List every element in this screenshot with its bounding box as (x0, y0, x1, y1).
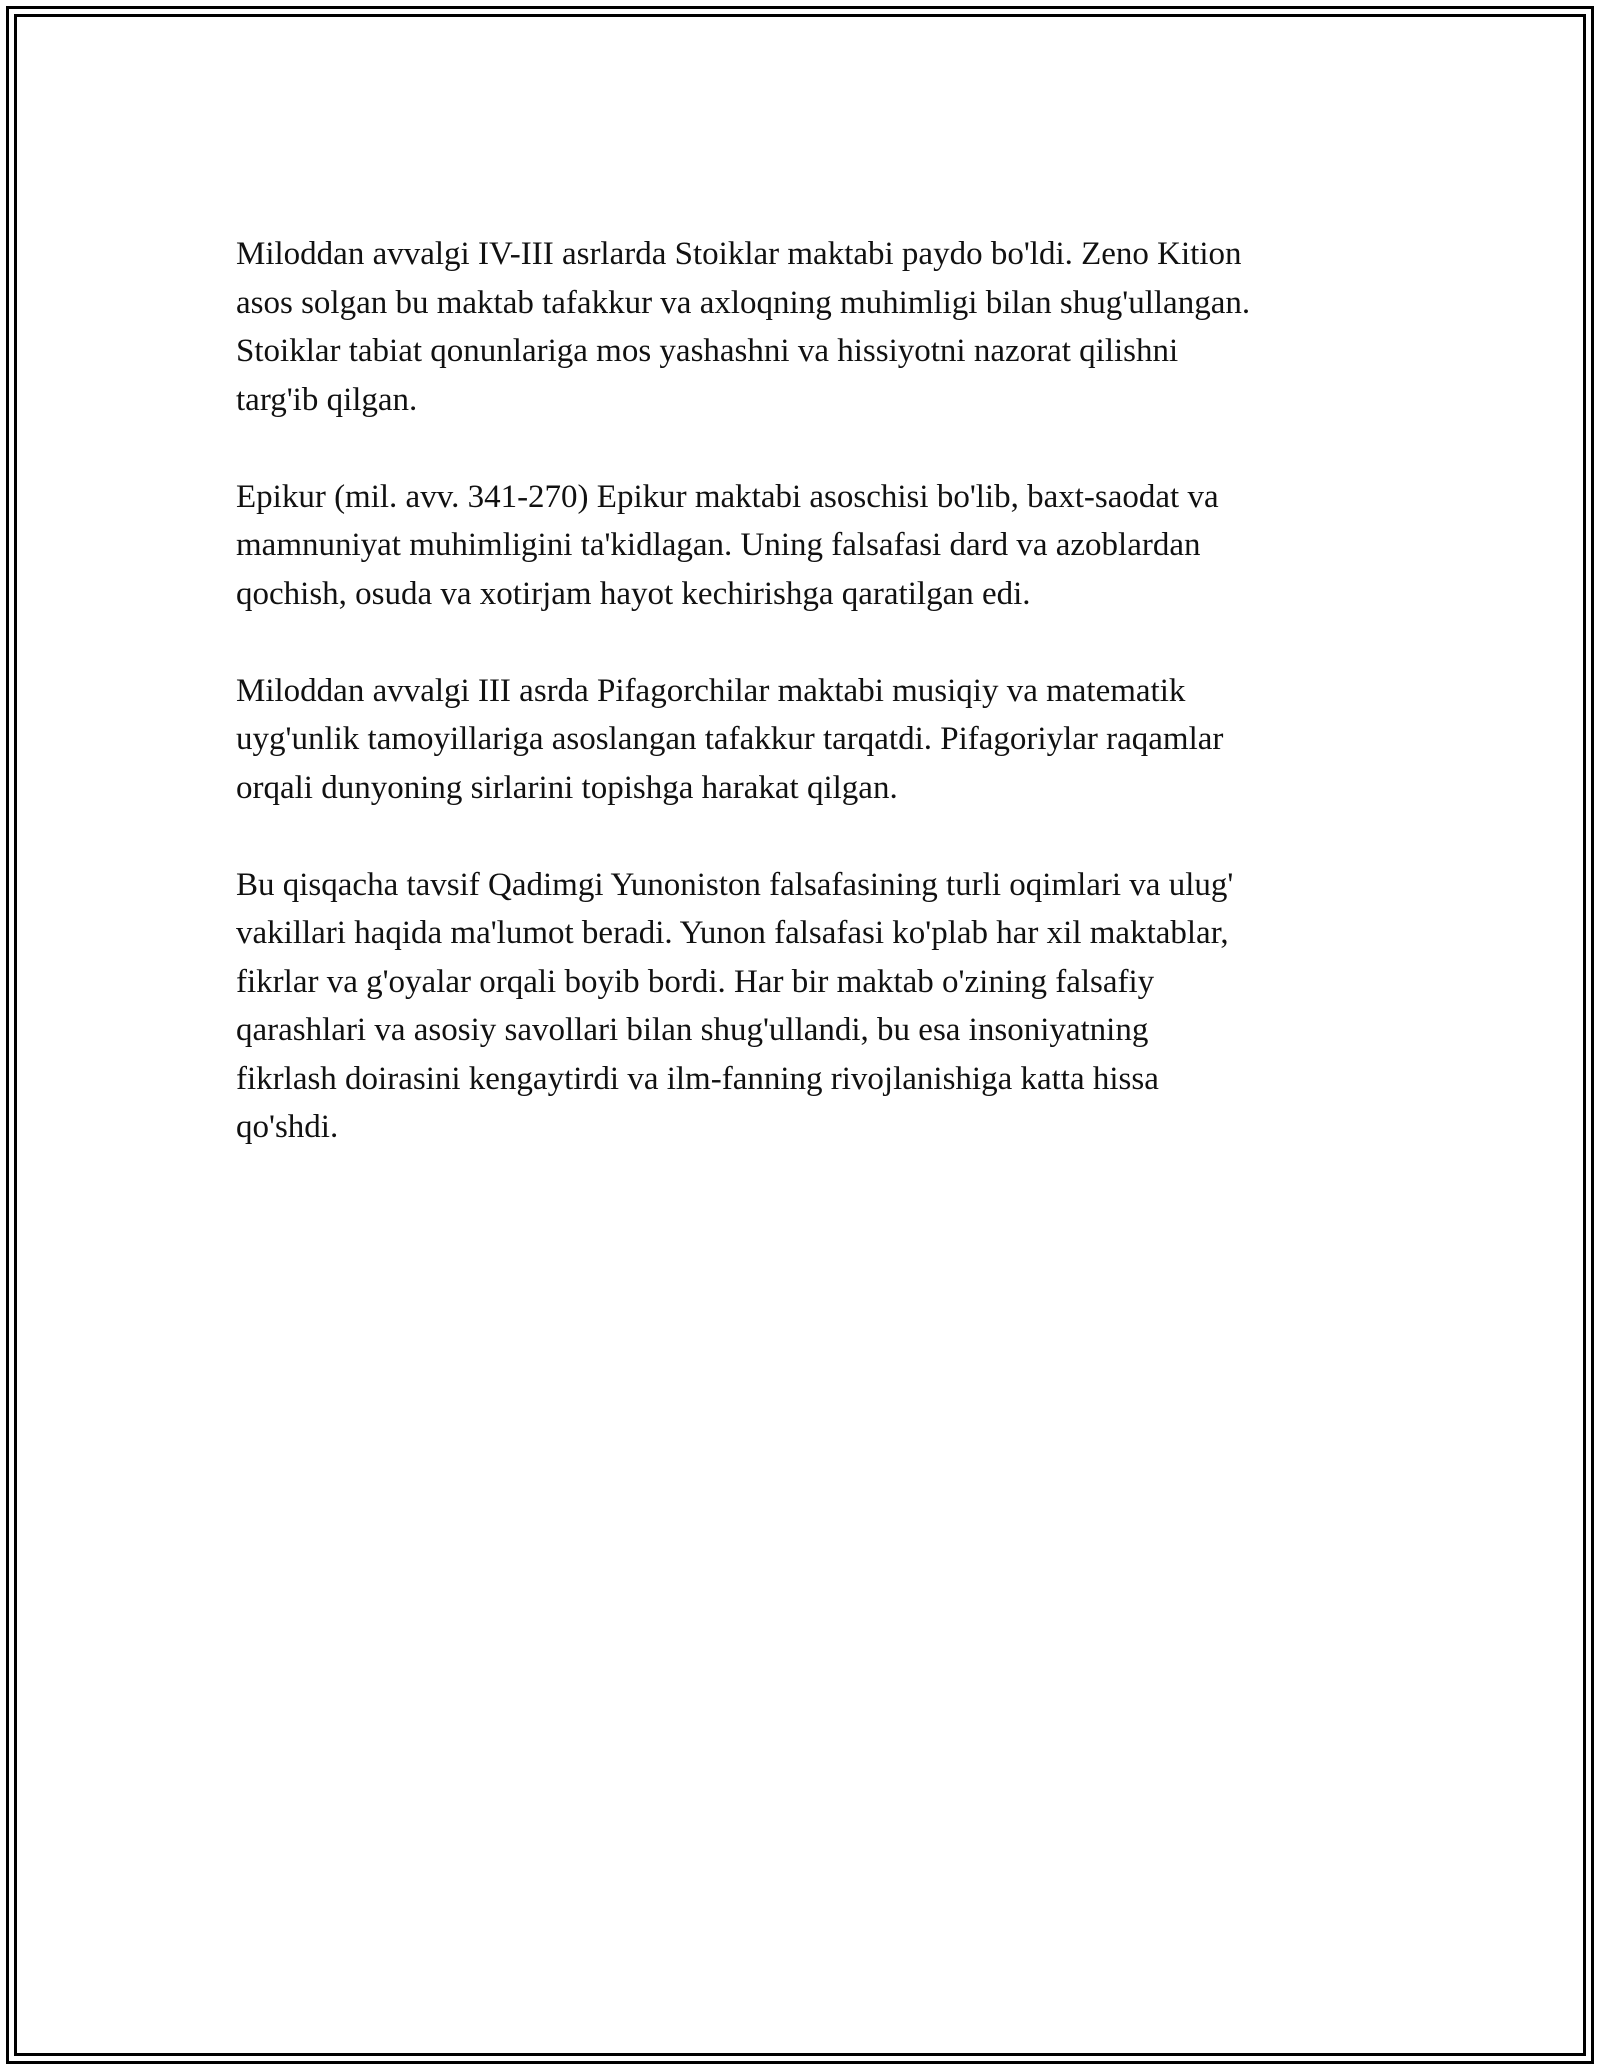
paragraph-summary (236, 861, 1386, 1152)
text-line: orqali dunyoning sirlarini topishga harakat qilgan. (236, 769, 898, 806)
text-line: fikrlar va g'oyalar orqali boyib bordi. Har bir maktab o'zining falsafiy (236, 963, 1155, 1000)
text-line: Miloddan avvalgi IV-III asrlarda Stoiklar maktabi paydo bo'ldi. Zeno Kition (236, 236, 1242, 272)
text-line: mamnuniyat muhimligini ta'kidlagan. Uning falsafasi dard va azoblardan (236, 527, 1201, 563)
text-line: targ'ib qilgan. (236, 381, 418, 418)
text-line: qarashlari va asosiy savollari bilan shug'ullandi, bu esa insoniyatning (236, 1012, 1149, 1048)
text-line: qo'shdi. (236, 1109, 339, 1145)
text-line: Stoiklar tabiat qonunlariga mos yashashni va hissiyotni nazorat qilishni (236, 333, 1179, 369)
paragraph-pythagoreans (236, 667, 1386, 813)
text-line: asos solgan bu maktab tafakkur va axloqning muhimligi bilan shug'ullangan. (236, 284, 1251, 321)
text-line: Epikur (mil. avv. 341-270) Epikur maktabi asoschisi bo'lib, baxt-saodat va (236, 478, 1219, 515)
document-body (236, 230, 1386, 1200)
paragraph-epicurus (236, 473, 1386, 619)
text-line: qochish, osuda va xotirjam hayot kechirishga qaratilgan edi. (236, 575, 1031, 612)
text-line: fikrlash doirasini kengaytirdi va ilm-fanning rivojlanishiga katta hissa (236, 1060, 1159, 1097)
text-line: Bu qisqacha tavsif Qadimgi Yunoniston falsafasining turli oqimlari va ulug' (236, 866, 1234, 903)
text-line: uyg'unlik tamoyillariga asoslangan tafakkur tarqatdi. Pifagoriylar raqamlar (236, 721, 1224, 757)
text-line: Miloddan avvalgi III asrda Pifagorchilar maktabi musiqiy va matematik (236, 672, 1186, 709)
text-line: vakillari haqida ma'lumot beradi. Yunon falsafasi ko'plab har xil maktablar, (236, 915, 1229, 951)
paragraph-stoics (236, 230, 1386, 424)
